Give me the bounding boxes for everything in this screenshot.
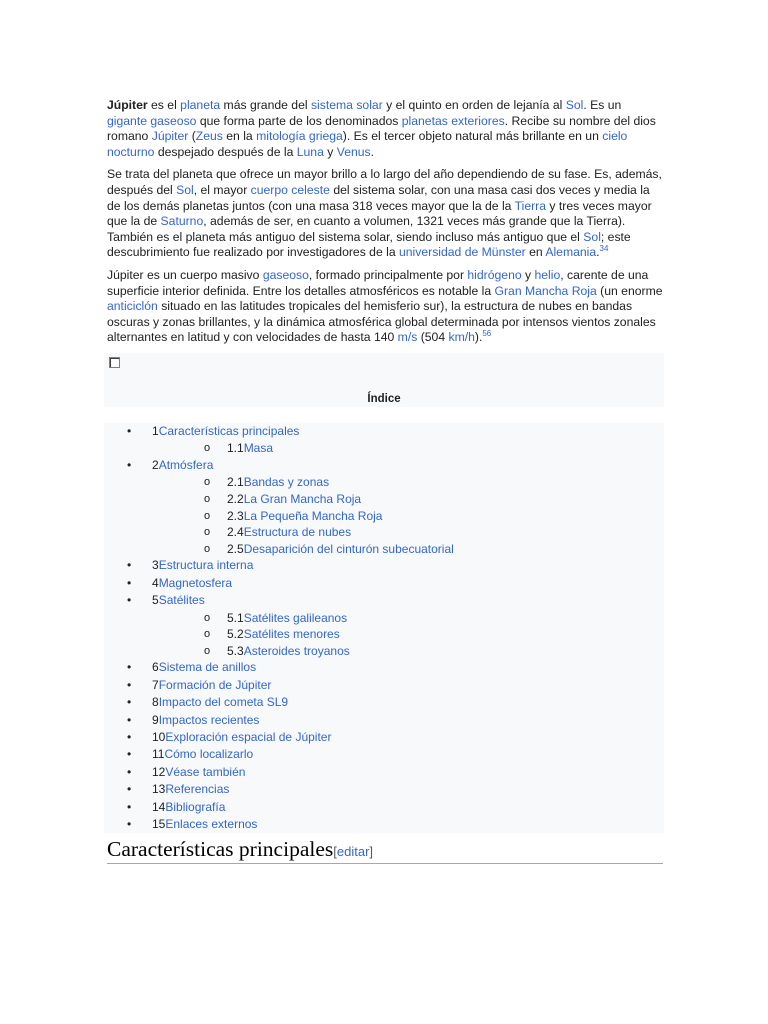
intro-paragraph-2 (107, 167, 663, 261)
toc-item-link[interactable]: Bibliografía (165, 799, 226, 814)
article-content (107, 98, 663, 864)
text: ; este descubrimiento fue realizado por investigadores de la (107, 229, 631, 260)
text: . Recibe su nombre del dios romano (107, 113, 656, 144)
link-mitologia-griega[interactable]: mitología griega (256, 129, 343, 144)
reference-56[interactable]: 56 (482, 329, 492, 339)
link-m-s[interactable]: m/s (397, 330, 418, 345)
text: , el mayor (193, 182, 251, 197)
text: más grande del (220, 98, 311, 112)
link-anticiclon[interactable]: anticiclón (107, 299, 158, 314)
toc-item-link[interactable]: Asteroides troyanos (243, 643, 350, 658)
link-cielo-nocturno[interactable]: cielo nocturno (107, 129, 628, 159)
text: ). Es el tercer objeto natural más brillante en un (342, 129, 603, 144)
text: situado en las latitudes tropicales del hemisferio sur), la estructura de nubes en bandas oscuras y zonas brillantes, y la dinámica atmosférica global determinada por intensos vientos zonales alternantes en latitud y con velocidades de hasta 140 (107, 299, 656, 345)
toc-item-link[interactable]: Estructura interna (158, 558, 254, 573)
toc-item-number: 5.2 (227, 627, 244, 642)
toc-item-number: 11 (152, 747, 165, 762)
toc-item[interactable] (104, 491, 664, 508)
toc-item-link[interactable]: Enlaces externos (165, 816, 258, 831)
toc-item-link[interactable]: Satélites galileanos (243, 610, 348, 625)
toc-item-number: 10 (152, 729, 166, 744)
toc-item-link[interactable]: Estructura de nubes (243, 525, 352, 540)
link-gigante-gaseoso[interactable]: gigante gaseoso (107, 113, 197, 128)
toc-item-number: 2.3 (227, 508, 244, 523)
link-alemania[interactable]: Alemania (545, 245, 597, 260)
toc-item-link[interactable]: Cómo localizarlo (164, 747, 254, 762)
text: y el quinto en orden de lejanía al (382, 98, 566, 112)
text: y tres veces mayor que la de (107, 198, 652, 229)
section-heading (107, 837, 663, 864)
text: . (370, 144, 375, 159)
toc-item-link[interactable]: La Pequeña Mancha Roja (243, 508, 383, 523)
edit-bracket-close: ] (369, 844, 374, 860)
toc-item[interactable] (104, 626, 664, 643)
toc-item[interactable] (104, 799, 664, 816)
text: , además de ser, en cuanto a volumen, 1321 veces más grande que la Tierra). También es el planeta más antiguo del sistema solar, siendo incluso más antiguo que el (107, 214, 626, 244)
link-planetas-exteriores[interactable]: planetas exteriores (401, 113, 505, 128)
link-tierra[interactable]: Tierra (514, 198, 547, 213)
text: , formado principalmente por (308, 267, 468, 282)
toc-title: Índice (367, 392, 401, 405)
toc-item[interactable] (104, 712, 664, 729)
link-helio[interactable]: helio (534, 267, 561, 282)
toc-item-number: 2 (152, 457, 159, 472)
toc-item-link[interactable]: Impactos recientes (158, 712, 260, 727)
toc-item-number: 14 (152, 799, 166, 814)
link-jupiter-dios[interactable]: Júpiter (151, 129, 189, 144)
toc-item[interactable] (104, 440, 664, 457)
intro-paragraph-3 (107, 268, 663, 346)
toc-item-number: 9 (152, 712, 159, 727)
toc-item-link[interactable]: Satélites (158, 593, 205, 608)
toc-item-number: 3 (152, 558, 159, 573)
toc-item-link[interactable]: Satélites menores (243, 627, 340, 642)
toc-item-link[interactable]: Características principales (158, 423, 300, 438)
link-km-h[interactable]: km/h (448, 330, 475, 345)
link-sistema-solar[interactable]: sistema solar (310, 98, 383, 112)
link-sol-3[interactable]: Sol (583, 229, 601, 244)
toc-item[interactable] (104, 474, 664, 491)
toc-list (104, 423, 664, 833)
text: (504 (417, 330, 449, 345)
toc-item-number: 5.1 (227, 610, 244, 625)
toc-item[interactable] (104, 610, 664, 627)
link-planeta[interactable]: planeta (180, 98, 221, 112)
text: en la (222, 129, 257, 144)
text: despejado después de la (154, 144, 297, 159)
toc-item[interactable] (104, 541, 664, 558)
link-gran-mancha-roja[interactable]: Gran Mancha Roja (494, 283, 597, 298)
text: Júpiter es un cuerpo masivo (107, 267, 263, 282)
toc-item[interactable] (104, 816, 664, 833)
link-cuerpo-celeste[interactable]: cuerpo celeste (250, 182, 330, 197)
link-venus[interactable]: Venus (336, 144, 371, 159)
text: ( (188, 129, 196, 144)
text: . (596, 245, 600, 260)
toc-item-number: 15 (152, 816, 166, 831)
link-hidrogeno[interactable]: hidrógeno (467, 267, 522, 282)
toc-item-link[interactable]: Sistema de anillos (158, 660, 257, 675)
text: y (521, 267, 535, 282)
link-zeus[interactable]: Zeus (195, 129, 223, 144)
text: , carente de una superficie interior definida. Entre los detalles atmosféricos es notable la (107, 267, 649, 298)
toc-item[interactable] (104, 592, 664, 609)
text: en (525, 245, 546, 260)
text: ). (474, 330, 483, 345)
toc-item[interactable] (104, 781, 664, 798)
toc-item-link[interactable]: Formación de Júpiter (158, 677, 272, 692)
toc-item-link[interactable]: Magnetosfera (158, 575, 233, 590)
toc-item[interactable] (104, 764, 664, 781)
toc-item[interactable] (104, 457, 664, 474)
toc-item[interactable] (104, 508, 664, 525)
link-sol-2[interactable]: Sol (176, 182, 194, 197)
text: del sistema solar, con una masa casi dos veces y media la de los demás planetas juntos (con una masa 318 veces mayor que la de la (107, 182, 650, 213)
toc-item-number: 4 (152, 575, 159, 590)
toc-item[interactable] (104, 423, 664, 440)
edit-link[interactable]: editar (336, 844, 370, 860)
toc-item[interactable] (104, 694, 664, 711)
section-heading-text: Características principales (107, 837, 334, 862)
link-gaseoso[interactable]: gaseoso (262, 267, 309, 282)
toc-item-number: 5 (152, 593, 159, 608)
toc-header (104, 353, 664, 407)
link-sol[interactable]: Sol (565, 98, 584, 112)
toc-item-number: 12 (152, 764, 166, 779)
text: . Es un (583, 98, 622, 112)
toc-item-number: 7 (152, 677, 159, 692)
toc-item-number: 2.5 (227, 541, 244, 556)
link-universidad-munster[interactable]: universidad de Münster (399, 245, 526, 260)
toc-toggle-checkbox[interactable] (109, 357, 120, 368)
toc-item-link[interactable]: Impacto del cometa SL9 (158, 695, 289, 710)
toc-item[interactable] (104, 677, 664, 694)
toc-item-link[interactable]: Atmósfera (158, 457, 214, 472)
link-saturno[interactable]: Saturno (160, 214, 204, 229)
edit-section (333, 844, 373, 859)
article-subject: Júpiter (107, 98, 148, 112)
toc-item[interactable] (104, 524, 664, 541)
link-luna[interactable]: Luna (296, 144, 324, 159)
reference-34[interactable]: 34 (599, 244, 609, 254)
toc-item-link[interactable]: Referencias (165, 782, 230, 797)
toc-item-number: 1 (152, 423, 159, 438)
toc-item-link[interactable]: Masa (243, 441, 274, 456)
toc-item-number: 2.1 (227, 475, 244, 490)
text: es el (147, 98, 181, 112)
table-of-contents (104, 353, 664, 833)
toc-item-number: 2.4 (227, 525, 244, 540)
toc-item[interactable] (104, 575, 664, 592)
toc-item-number: 5.3 (227, 643, 244, 658)
toc-item-link[interactable]: Bandas y zonas (243, 475, 330, 490)
toc-item-number: 1.1 (227, 441, 244, 456)
toc-item-link[interactable]: La Gran Mancha Roja (243, 491, 362, 506)
toc-item-link[interactable]: Desaparición del cinturón subecuatorial (243, 541, 454, 556)
toc-item-number: 13 (152, 782, 166, 797)
toc-item[interactable] (104, 746, 664, 763)
text: y (323, 144, 337, 159)
toc-item-number: 8 (152, 695, 159, 710)
text: (un enorme (596, 283, 663, 298)
toc-item[interactable] (104, 643, 664, 660)
toc-item[interactable] (104, 729, 664, 746)
intro-paragraph-1 (107, 98, 663, 160)
toc-item-number: 6 (152, 660, 159, 675)
toc-item-link[interactable]: Véase también (165, 764, 246, 779)
toc-item-number: 2.2 (227, 491, 244, 506)
toc-item[interactable] (104, 659, 664, 676)
text: Se trata del planeta que ofrece un mayor brillo a lo largo del año dependiendo de su fase. Es, además, después del (107, 167, 662, 197)
toc-item-link[interactable]: Exploración espacial de Júpiter (165, 729, 332, 744)
text: que forma parte de los denominados (196, 113, 402, 128)
edit-bracket-open: [ (333, 844, 337, 860)
toc-item[interactable] (104, 557, 664, 574)
toc-spacer (104, 407, 664, 423)
